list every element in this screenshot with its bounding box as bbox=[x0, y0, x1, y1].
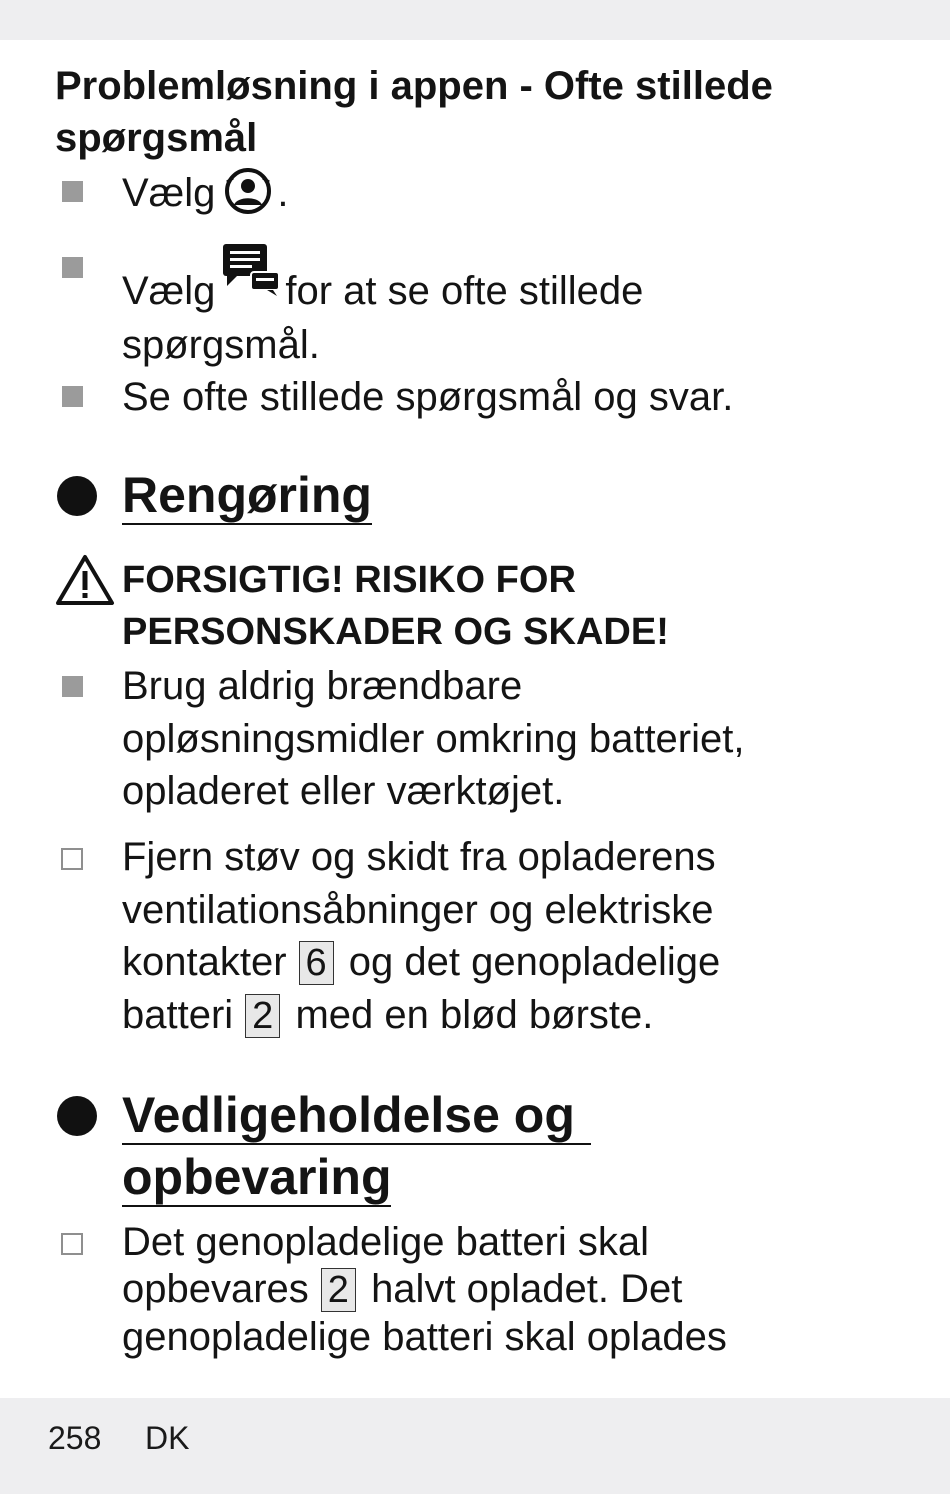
item2-line4-post: med en blød børste. bbox=[295, 993, 654, 1037]
cleaning-item-2-line-1: Fjern støv og skidt fra opladerens bbox=[122, 835, 716, 879]
square-bullet bbox=[62, 181, 83, 202]
section-bullet-dot bbox=[57, 1096, 97, 1136]
square-bullet bbox=[62, 386, 83, 407]
cleaning-item-2-line-4 bbox=[122, 989, 653, 1041]
maintenance-heading-line-2 bbox=[122, 1146, 391, 1208]
faq-step-2-cont: spørgsmål. bbox=[122, 323, 320, 367]
cleaning-item-1-line-2: opløsningsmidler omkring batteriet, bbox=[122, 717, 745, 761]
cleaning-heading bbox=[122, 464, 372, 526]
item2-line3-post: og det genopladelige bbox=[348, 940, 721, 984]
cleaning-item-2-line-2: ventilationsåbninger og elektriske bbox=[122, 888, 714, 932]
cleaning-item-1-line-3: opladeret eller værktøjet. bbox=[122, 769, 565, 813]
warning-line-1: FORSIGTIG! RISIKO FOR bbox=[122, 559, 576, 601]
warning-line-2: PERSONSKADER OG SKADE! bbox=[122, 611, 669, 653]
faq-title-line1: Problemløsning i appen - Ofte stillede bbox=[55, 64, 773, 108]
step2-suffix: for at se ofte stillede bbox=[285, 269, 644, 313]
maintenance-item-1-line-1: Det genopladelige batteri skal bbox=[122, 1220, 650, 1264]
faq-step-2 bbox=[122, 242, 643, 317]
maintenance-item-1-line-2 bbox=[122, 1263, 682, 1315]
square-bullet bbox=[62, 257, 83, 278]
part-reference-6: 6 bbox=[299, 941, 334, 985]
maintenance-item-1-line-3: genopladelige batteri skal oplades bbox=[122, 1315, 727, 1359]
checkbox-bullet bbox=[61, 848, 83, 870]
top-bar bbox=[0, 0, 950, 40]
step1-suffix: . bbox=[277, 171, 289, 215]
faq-step-1 bbox=[122, 166, 289, 229]
user-settings-icon bbox=[221, 166, 275, 229]
cleaning-item-1-line-1: Brug aldrig brændbare bbox=[122, 664, 523, 708]
part-reference-2: 2 bbox=[321, 1268, 356, 1312]
maintenance-heading-line-1 bbox=[122, 1084, 591, 1146]
faq-step-3: Se ofte stillede spørgsmål og svar. bbox=[122, 375, 734, 419]
checkbox-bullet bbox=[61, 1233, 83, 1255]
part-reference-2: 2 bbox=[245, 994, 280, 1038]
step1-prefix: Vælg bbox=[122, 171, 216, 215]
maint-line2-pre: opbevares bbox=[122, 1267, 309, 1311]
chat-faq-icon bbox=[221, 242, 283, 311]
cleaning-item-2-line-3 bbox=[122, 936, 720, 988]
item2-line3-pre: kontakter bbox=[122, 940, 287, 984]
faq-title-line2: spørgsmål bbox=[55, 116, 258, 160]
step2-prefix: Vælg bbox=[122, 269, 216, 313]
page-number: 258 bbox=[48, 1420, 102, 1456]
item2-line4-pre: batteri bbox=[122, 993, 234, 1037]
section-bullet-dot bbox=[57, 476, 97, 516]
square-bullet bbox=[62, 676, 83, 697]
language-code: DK bbox=[145, 1420, 190, 1456]
warning-triangle-icon bbox=[55, 554, 115, 611]
page-footer bbox=[0, 1398, 950, 1494]
maint-line2-post: halvt opladet. Det bbox=[371, 1267, 683, 1311]
cleaning-heading-text: Rengøring bbox=[122, 467, 372, 523]
maintenance-heading-line-2-text: opbevaring bbox=[122, 1149, 392, 1205]
maintenance-heading-line-1-text: Vedligeholdelse og bbox=[122, 1087, 591, 1145]
